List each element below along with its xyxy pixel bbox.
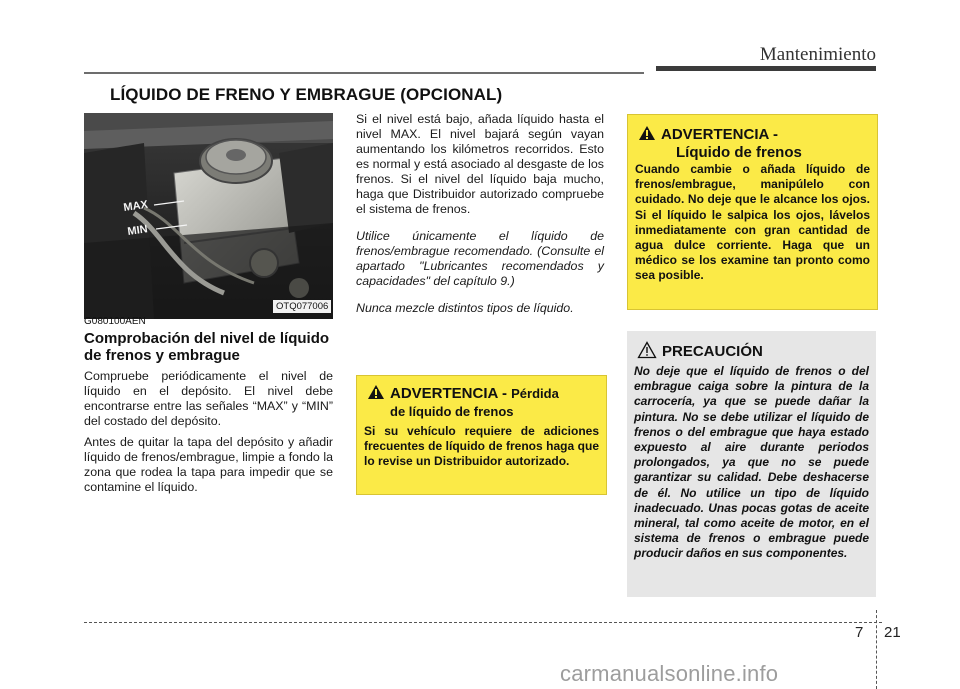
page-title: LÍQUIDO DE FRENO Y EMBRAGUE (OPCIONAL)	[110, 85, 503, 104]
left-paragraph-2: Antes de quitar la tapa del depósito y añadir líquido de frenos/embrague, limpie a fondo la zona que rodea la tapa para impedir que se contamine el líquido.	[84, 435, 333, 494]
header-rule-right	[656, 66, 876, 71]
warning-fluid-body: Cuando cambie o añada líquido de frenos/embrague, manipúlelo con cuidado. No deje que le alcance los ojos. Si el líquido le salpica los ojos, lávelos inmediatamente con gran cantidad de agua dulce corriente. Haga que un médico se los examine tan pronto como sea posible.	[635, 162, 870, 283]
warning-leak-body: Si su vehículo requiere de adiciones frecuentes de líquido de frenos haga que lo revise un Distribuidor autorizado.	[364, 424, 599, 469]
page-number: 21	[884, 624, 901, 641]
section-code: G080100AEN	[84, 316, 146, 327]
caution-triangle-icon	[637, 341, 657, 364]
left-paragraph-1: Compruebe periódicamente el nivel de líquido en el depósito. El nivel debe encontrarse entre las señales “MAX” y “MIN” del costado del depósito.	[84, 369, 333, 428]
reservoir-photo	[84, 113, 333, 319]
chapter-number: 7	[855, 624, 864, 641]
warning-leak-title-a: ADVERTENCIA -	[390, 385, 507, 402]
subheading: Comprobación del nivel de líquido de frenos y embrague	[84, 330, 330, 364]
warning-leak-title-b: Pérdida	[511, 386, 559, 401]
middle-italic-2: Nunca mezcle distintos tipos de líquido.	[356, 301, 574, 315]
reservoir-illustration	[84, 113, 333, 319]
left-body	[84, 369, 333, 501]
warning-box-leak	[356, 375, 607, 495]
warning-leak-subtitle: de líquido de frenos	[390, 404, 514, 419]
warning-leak-title	[390, 385, 559, 402]
caution-box	[627, 331, 876, 597]
middle-paragraph: Si el nivel está bajo, añada líquido hasta el nivel MAX. El nivel bajará según vayan aumentando los kilómetros recorridos. Esto es normal y está asociado al desgaste de los frenos. Si el nivel del líquido baja mucho, haga que Distribuidor autorizado compruebe el sistema de frenos.	[356, 112, 604, 216]
middle-italic-1: Utilice únicamente el líquido de frenos/embrague recomendado. (Consulte el apartado "Lubricantes recomendados y capacidades" del capítulo 9.)	[356, 229, 604, 288]
section-header: Mantenimiento	[759, 44, 876, 65]
caution-body: No deje que el líquido de frenos o del embrague caiga sobre la pintura de la carrocería, ya que se puede dañar la pintura. No se debe utilizar el líquido de frenos o del embrague que haya estado expuesto al aire durante periodos prolongados, ya que no se puede garantizar su calidad. Debe deshacerse de él. No utilice un tipo de líquido inadecuado. Unas pocas gotas de aceite mineral, tal como aceite de motor, en el sistema de frenos o embrague puede producir daños en sus componentes.	[634, 364, 869, 561]
caution-title: PRECAUCIÓN	[662, 343, 763, 360]
min-label: MIN	[126, 223, 149, 238]
warning-triangle-icon	[638, 125, 656, 146]
warning-box-fluid	[627, 114, 878, 310]
footer-divider	[876, 610, 877, 689]
watermark: carmanualsonline.info	[560, 661, 779, 686]
max-label: MAX	[122, 198, 149, 214]
warning-triangle-icon	[367, 384, 385, 405]
footer-rule	[84, 622, 882, 623]
header-rule-left	[84, 72, 644, 74]
warning-fluid-subtitle: Líquido de frenos	[676, 144, 802, 161]
figure-code: OTQ077006	[273, 300, 331, 313]
middle-body	[356, 112, 604, 322]
warning-fluid-title: ADVERTENCIA -	[661, 126, 778, 143]
